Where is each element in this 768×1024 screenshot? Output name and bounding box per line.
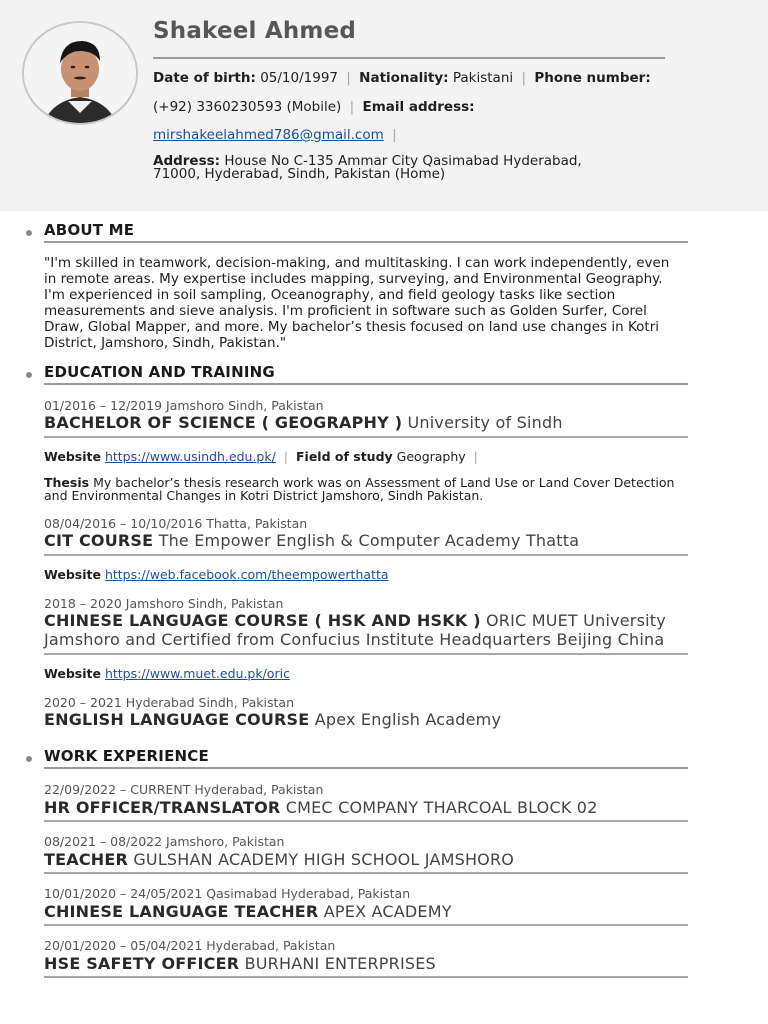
job-meta: 20/01/2020 – 05/04/2021 Hyderabad, Pakistan [44, 938, 336, 953]
phone-value: (+92) 3360230593 (Mobile) [153, 99, 342, 115]
job-meta: 08/2021 – 08/2022 Jamshoro, Pakistan [44, 834, 285, 849]
education-institution: The Empower English & Computer Academy Thatta [158, 531, 580, 550]
education-institution: University of Sindh [407, 413, 563, 432]
section-divider [44, 383, 688, 385]
job-meta: 10/01/2020 – 24/05/2021 Qasimabad Hyderabad, Pakistan [44, 886, 411, 901]
education-institution: Apex English Academy [314, 710, 502, 729]
education-meta: 2018 – 2020 Jamshoro Sindh, Pakistan [44, 596, 284, 611]
entry-divider [44, 976, 688, 978]
nationality-label: Nationality: [359, 70, 449, 86]
education-meta: 08/04/2016 – 10/10/2016 Thatta, Pakistan [44, 516, 308, 531]
email-link[interactable]: mirshakeelahmed786@gmail.com [153, 127, 384, 143]
email-label: Email address: [362, 99, 475, 115]
job-role: CHINESE LANGUAGE TEACHER [44, 902, 319, 921]
applicant-name: Shakeel Ahmed [153, 18, 357, 44]
profile-photo [22, 21, 138, 125]
section-divider [44, 241, 688, 243]
entry-divider [44, 436, 688, 438]
section-divider [44, 767, 688, 769]
website-link[interactable]: https://web.facebook.com/theempowerthatta [104, 567, 389, 582]
job-title [44, 954, 688, 973]
name-divider [153, 57, 665, 59]
education-title [44, 531, 688, 550]
entry-divider [44, 924, 688, 926]
website-label: Website [44, 449, 101, 464]
education-degree: CHINESE LANGUAGE COURSE ( HSK AND HSKK ) [44, 611, 481, 630]
entry-divider [44, 554, 688, 556]
education-institution: ORIC MUET University Jamshoro and Certified from Confucius Institute Headquarters Beijing China [44, 611, 666, 649]
job-role: TEACHER [44, 850, 129, 869]
education-meta: 2020 – 2021 Hyderabad Sindh, Pakistan [44, 695, 294, 710]
address-label: Address: [153, 153, 221, 169]
address-value: House No C-135 Ammar City Qasimabad Hyderabad, 71000, Hyderabad, Sindh, Pakistan (Home) [153, 153, 582, 182]
separator: | [283, 449, 289, 464]
thesis-text: My bachelor’s thesis research work was on Assessment of Land Use or Land Cover Detection and Environmental Changes in Kotri District Jamshoro, Sindh Pakistan. [44, 475, 675, 503]
section-bullet [26, 756, 32, 762]
website-link[interactable]: https://www.usindh.edu.pk/ [104, 449, 276, 464]
education-degree: ENGLISH LANGUAGE COURSE [44, 710, 310, 729]
job-meta: 22/09/2022 – CURRENT Hyderabad, Pakistan [44, 782, 324, 797]
address-block [153, 155, 633, 181]
job-title [44, 850, 688, 869]
education-degree: BACHELOR OF SCIENCE ( GEOGRAPHY ) [44, 413, 403, 432]
separator: | [473, 449, 478, 464]
job-title [44, 902, 688, 921]
education-title [44, 413, 688, 432]
dob-label: Date of birth: [153, 70, 256, 86]
nationality-value: Pakistani [452, 70, 514, 86]
section-bullet [26, 230, 32, 236]
personal-info-line-3 [153, 127, 401, 143]
profile-photo-image [24, 23, 136, 123]
website-label: Website [44, 666, 101, 681]
section-bullet [26, 372, 32, 378]
section-title-education: EDUCATION AND TRAINING [44, 363, 275, 381]
thesis-label: Thesis [44, 475, 90, 490]
section-title-work: WORK EXPERIENCE [44, 747, 209, 765]
education-title [44, 710, 688, 729]
profile-header [0, 0, 768, 211]
thesis-block [44, 476, 688, 502]
education-details [44, 667, 688, 680]
separator: | [349, 99, 355, 115]
dob-value: 05/10/1997 [260, 70, 338, 86]
entry-divider [44, 653, 688, 655]
separator: | [521, 70, 527, 86]
education-details [44, 568, 688, 581]
job-employer: BURHANI ENTERPRISES [244, 954, 436, 973]
phone-label: Phone number: [534, 70, 651, 86]
section-title-about: ABOUT ME [44, 221, 135, 239]
education-degree: CIT COURSE [44, 531, 154, 550]
entry-divider [44, 820, 688, 822]
entry-divider [44, 872, 688, 874]
education-title [44, 611, 688, 649]
separator: | [392, 127, 397, 143]
about-text: "I'm skilled in teamwork, decision-making, and multitasking. I can work independently, even in remote areas. My expertise includes mapping, surveying, and Environmental Geography. I'm experienced in soil sampling, Oceanography, and field geology tasks like section measurements and sieve analysis. I'm proficient in software such as Golden Surfer, Corel Draw, Global Mapper, and more. My bachelor’s thesis focused on land use changes in Kotri District, Jamshoro, Sindh, Pakistan." [44, 255, 670, 351]
education-details [44, 450, 688, 463]
job-employer: APEX ACADEMY [323, 902, 452, 921]
website-label: Website [44, 567, 101, 582]
job-role: HSE SAFETY OFFICER [44, 954, 240, 973]
education-meta: 01/2016 – 12/2019 Jamshoro Sindh, Pakistan [44, 398, 324, 413]
job-role: HR OFFICER/TRANSLATOR [44, 798, 281, 817]
personal-info-line-2 [153, 99, 475, 115]
field-of-study-value: Geography [396, 449, 466, 464]
separator: | [346, 70, 351, 86]
job-employer: CMEC COMPANY THARCOAL BLOCK 02 [285, 798, 598, 817]
job-employer: GULSHAN ACADEMY HIGH SCHOOL JAMSHORO [133, 850, 515, 869]
website-link[interactable]: https://www.muet.edu.pk/oric [104, 666, 290, 681]
field-of-study-label: Field of study [296, 449, 393, 464]
job-title [44, 798, 688, 817]
personal-info-line-1 [153, 70, 651, 86]
